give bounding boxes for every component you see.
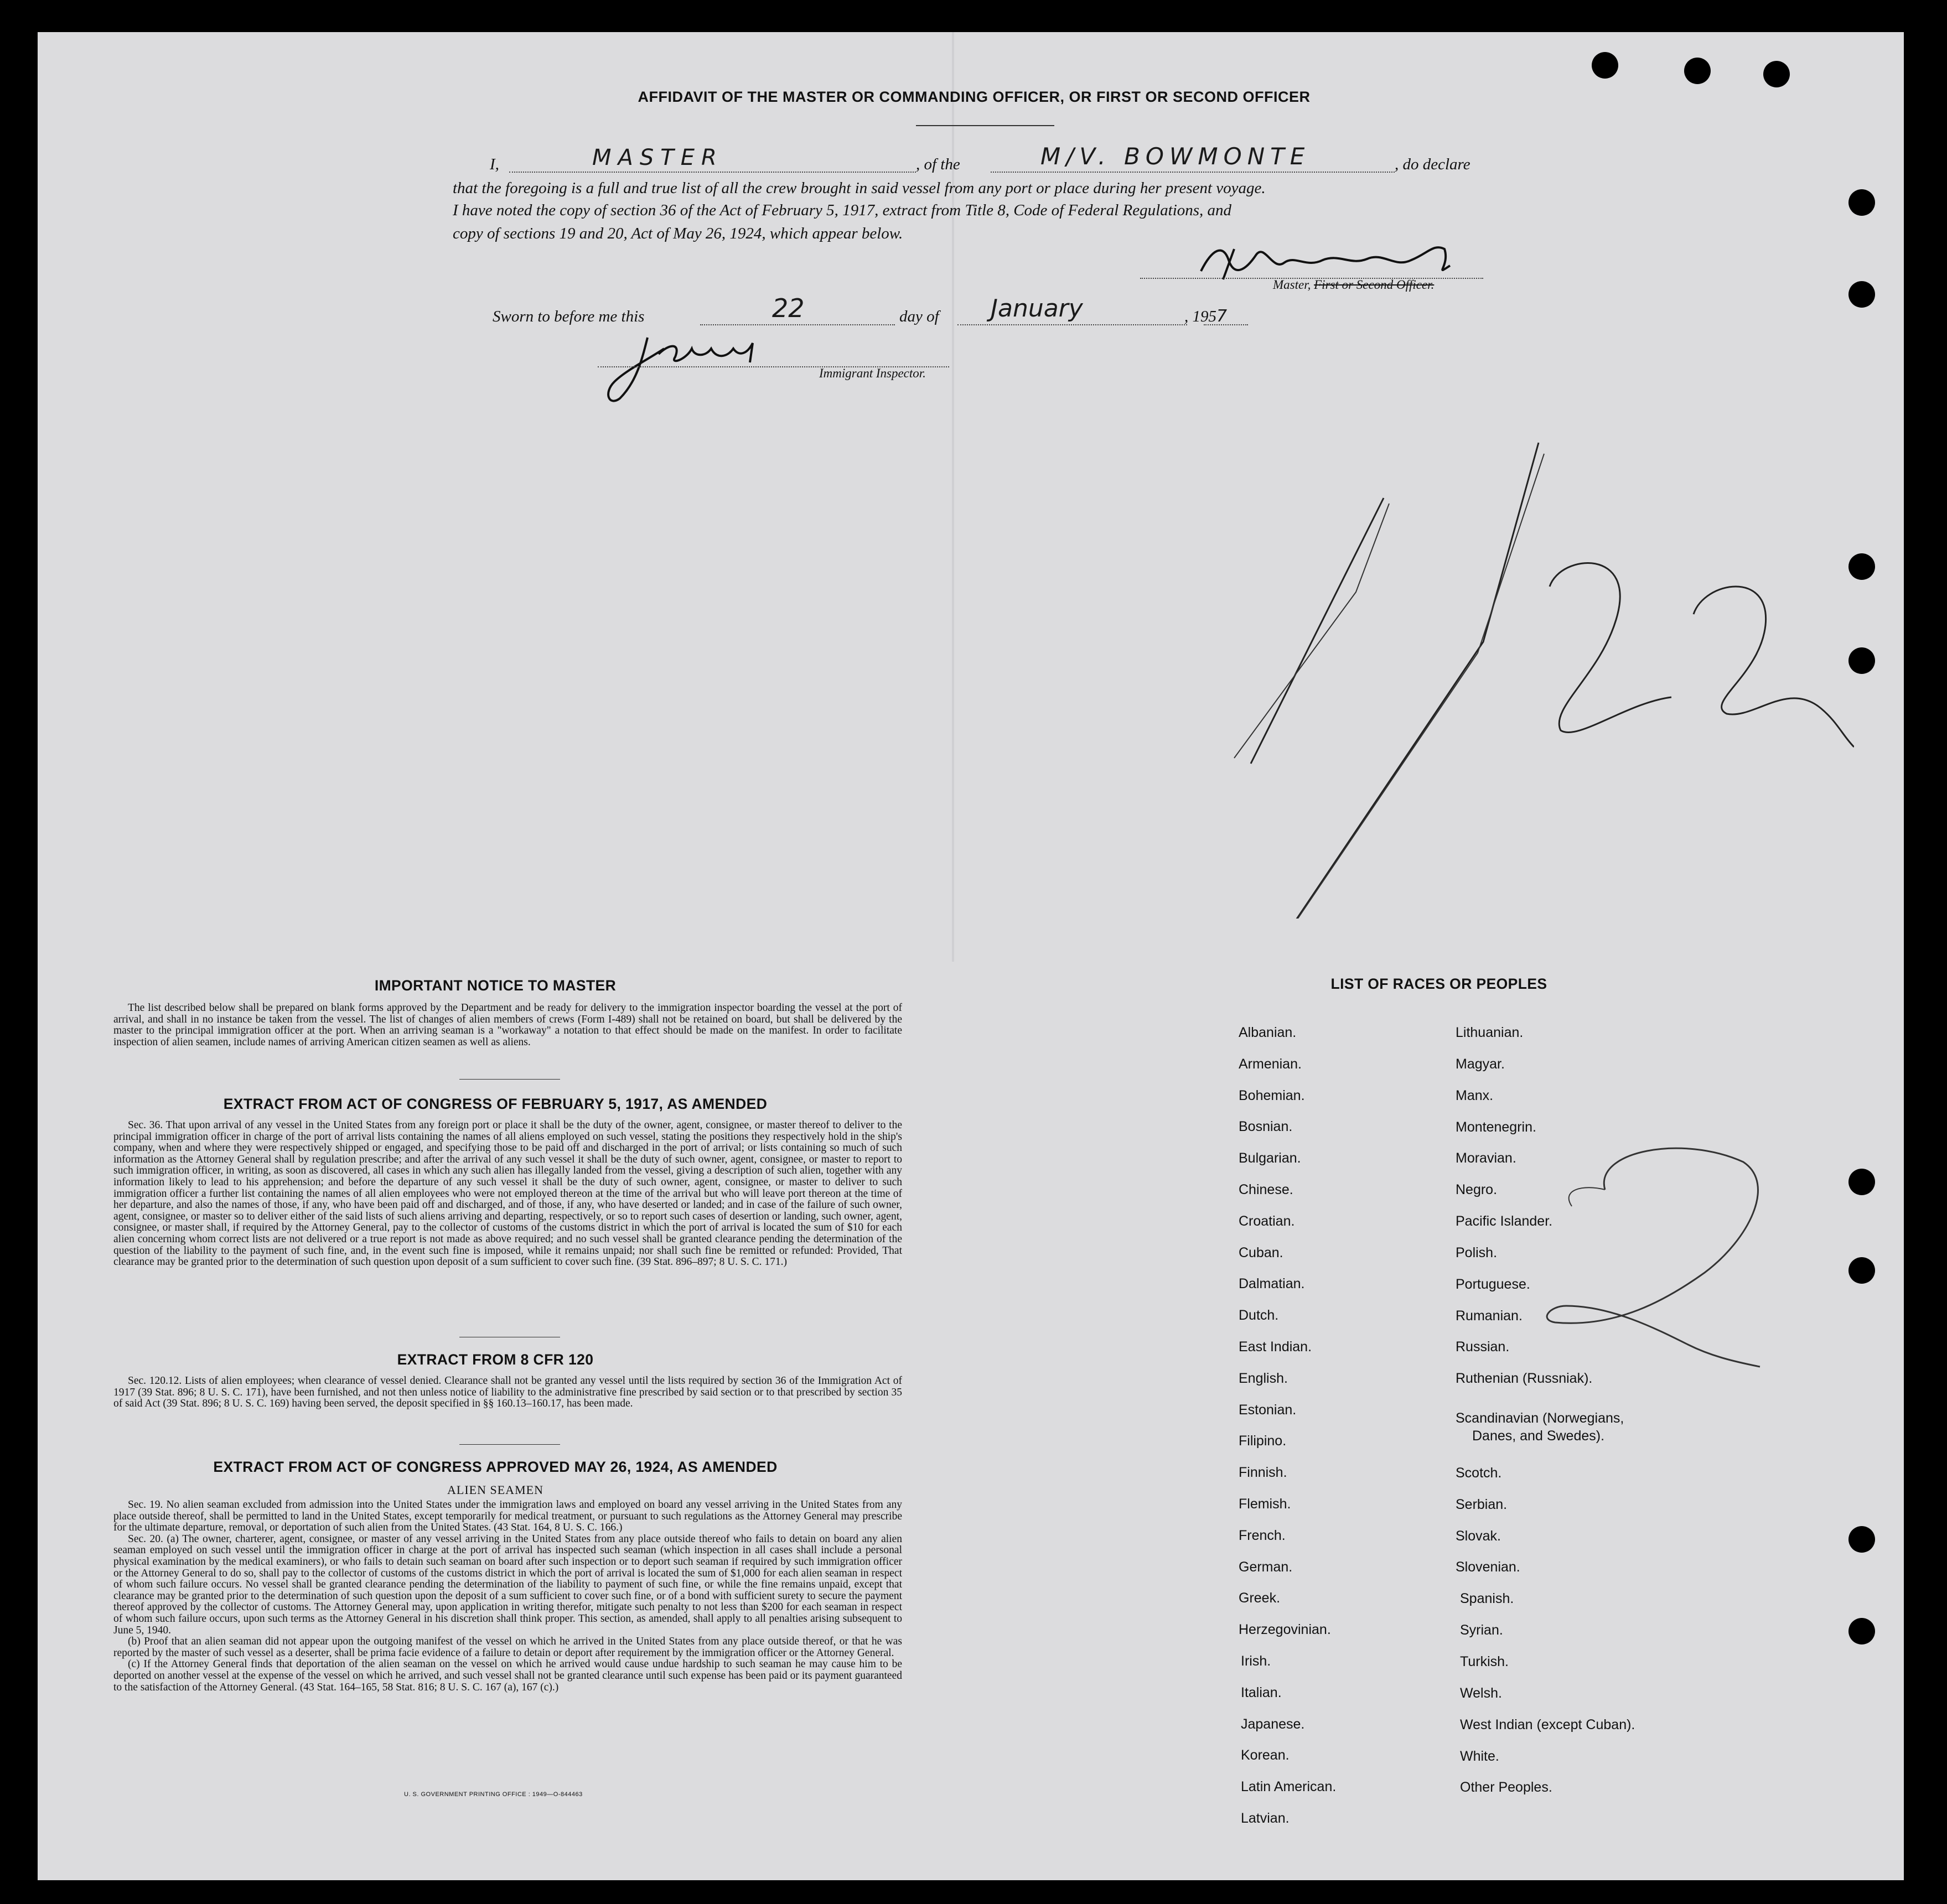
month-field-line [957,323,1187,325]
sec20c-paragraph: (c) If the Attorney General finds that deportation of the alien seaman on the vessel on which he arrived would cause undue hardship to such seaman he may cause him to be deported on another vessel at the expense of the vessel on which he arrived, and such vessel shall not be granted clearance until such expense has been paid or its payment guaranteed to the satisfaction of the Attorney General. (43 Stat. 164–165, 58 Stat. 816; 8 U. S. C. 167 (a), 167 (c).) [113,1658,902,1693]
race-item: East Indian. [1239,1339,1312,1355]
vessel-field-value: M/V. BOWMONTE [1040,143,1311,170]
race-item: French. [1239,1527,1286,1543]
race-item: Rumanian. [1456,1308,1523,1324]
race-item: Manx. [1456,1088,1494,1103]
binder-hole [1848,1257,1875,1284]
race-item: Japanese. [1241,1716,1305,1732]
year-value: 7 [1216,307,1228,326]
declare-label: , do declare [1395,155,1470,173]
race-item: Chinese. [1239,1182,1293,1197]
race-item: West Indian (except Cuban). [1460,1717,1635,1732]
extract1917-body [113,1120,902,1268]
race-item: Flemish. [1239,1496,1291,1512]
race-item: Scotch. [1456,1465,1502,1481]
race-item: Dutch. [1239,1308,1279,1324]
extract1917-title: EXTRACT FROM ACT OF CONGRESS OF FEBRUARY 5, 1917, AS AMENDED [223,1096,768,1112]
signature-caption [1273,277,1434,293]
race-item: Bohemian. [1239,1087,1305,1103]
race-item: Serbian. [1456,1497,1508,1512]
caption-struck-officer: First or Second Officer. [1314,278,1435,292]
race-item: Magyar. [1456,1056,1505,1072]
race-item: Croatian. [1239,1213,1295,1229]
binder-hole [1763,61,1790,87]
race-item: Danes, and Swedes). [1472,1428,1605,1444]
race-item: Cuban. [1239,1244,1283,1260]
race-item: Negro. [1456,1182,1498,1197]
binder-hole [1848,189,1875,216]
race-item: Slovenian. [1456,1559,1520,1575]
extract1924-body [113,1500,902,1693]
month-field-value: January [991,294,1083,323]
race-item: Syrian. [1460,1622,1503,1638]
race-item: Turkish. [1460,1654,1509,1669]
master-field-line [509,170,916,173]
race-item: Dalmatian. [1239,1276,1305,1292]
notice-title: IMPORTANT NOTICE TO MASTER [374,977,617,994]
race-item: Finnish. [1239,1465,1287,1481]
races-title: LIST OF RACES OR PEOPLES [1330,976,1547,992]
master-field-value: MASTER [592,145,723,170]
extract1917-paragraph: Sec. 36. That upon arrival of any vessel in the United States from any foreign port or place it shall be the duty of the owner, agent, consignee, or master thereof to deliver to the principal immigration officer in charge of the port of arrival lists containing the names of all aliens employed on such vessel, stating the positions they respectively hold in the ship's company, when and where they were respectively shipped or engaged, and specifying those to be paid off and discharged in the port of arrival; or lists containing so much of such information as the Attorney General shall by regulation prescribe; and after the arrival of any such vessel it shall be the duty of such owner, agent, consignee, or master to report to such immigration officer, in writing, as soon as discovered, all cases in which any such alien has illegally landed from the vessel, giving a description of such alien, together with any information likely to lead to his apprehension; and before the departure of any such vessel it shall be the duty of such owner, agent, consignee, or master to deliver to such immigration officer a further list containing the names of all alien employees who were not employed thereon at the time of the arrival but who will leave port thereon at the time of her departure, and also the names of those, if any, who have been paid off and discharged, and of those, if any, who have deserted or landed; and in case of the failure of such owner, agent, consignee, or master so to deliver either of the said lists of such aliens arriving and departing, respectively, or so to report such cases of desertion or landing, such owner, agent, consignee, or master shall, if required by the Attorney General, pay to the collector of customs of the customs district in which the port of arrival is located the sum of $10 for each alien concerning whom correct lists are not delivered or a true report is not made as above required; and no such vessel shall be granted clearance pending the determination of the question of the liability to the payment of such fine, and, in the event such fine is imposed, while it remains unpaid; nor shall such fine be remitted or refunded: Provided, That clearance may be granted prior to the determination of such question upon deposit of a sum sufficient to cover such fine. (39 Stat. 896–897; 8 U. S. C. 171.) [113,1119,902,1268]
race-item: Korean. [1241,1747,1290,1763]
affidavit-title: AFFIDAVIT OF THE MASTER OR COMMANDING OFFICER, OR FIRST OR SECOND OFFICER [638,89,1311,105]
sec20b-paragraph: (b) Proof that an alien seaman did not appear upon the outgoing manifest of the vessel on which he arrived in the United States from any place outside thereof, or that he was reported by the master of such vessel as a deserter, shall be prima facie evidence of a failure to detain or deport after requirement by the immigration officer or the Attorney General. [113,1636,902,1659]
handwritten-date-mark [1218,421,1854,919]
race-item: Spanish. [1460,1591,1514,1606]
binder-hole [1848,1526,1875,1553]
race-item: Russian. [1456,1339,1510,1355]
title-rule [916,125,1054,126]
race-item: Slovak. [1456,1528,1501,1544]
binder-hole [1684,58,1711,84]
day-of-label: day of [899,308,939,325]
of-the-label: , of the [916,155,960,173]
handwritten-list-mark [1527,1140,1782,1372]
race-item: Armenian. [1239,1056,1302,1072]
inspector-caption: Immigrant Inspector. [819,366,926,380]
extractcfr-paragraph: Sec. 120.12. Lists of alien employees; when clearance of vessel denied. Clearance shall not be granted any vessel until the lists required by section 36 of the Immigration Act of 1917 (39 Stat. 896; 8 U. S. C. 171), have been furnished, and not then unless notice of liability to the administrative fine prescribed by said section or to that prescribed by section 35 of said Act (39 Stat. 896; 8 U. S. C. 169) having been served, the deposit specified in §§ 160.13–160.17, has been made. [113,1375,902,1410]
binder-hole [1592,52,1618,79]
race-item: Latin American. [1241,1779,1337,1795]
race-item: Italian. [1241,1684,1282,1700]
race-item: Welsh. [1460,1685,1502,1701]
race-item: Latvian. [1241,1810,1290,1826]
affidavit-line-4: copy of sections 19 and 20, Act of May 26, 1924, which appear below. [453,225,903,242]
affidavit-line-2: that the foregoing is a full and true list of all the crew brought in said vessel from any port or place during her present voyage. [453,179,1266,197]
vessel-field-line [991,170,1395,173]
race-item: Ruthenian (Russniak). [1456,1371,1593,1386]
race-item: White. [1460,1749,1499,1764]
sec20a-paragraph: Sec. 20. (a) The owner, charterer, agent, consignee, or master of any vessel arriving in the United States from any place outside thereof who fails to detain on board any alien seaman employed on such vessel until the immigration officer in charge at the port of arrival has inspected such seaman (which inspection in all cases shall include a personal physical examination by the medical examiners), or who fails to detain such seaman on board after such inspection or to deport such seaman if required by such immigration officer or the Attorney General to do so, shall pay to the collector of customs of the customs district in which the port of arrival is located the sum of $1,000 for each alien seaman in respect of whom such failure occurs. No vessel shall be granted clearance pending the determination of the liability to payment of such fine, or while the fine remains unpaid, except that clearance may be granted prior to the determination of such question upon the deposit of a sum sufficient to cover such fine, or of a bond with sufficient surety to secure the payment thereof approved by the collector of customs. The Attorney General may, upon application in writing therefor, mitigate such penalty to not less than $200 for each seaman in respect of whom such failure occurs, upon such terms as the Attorney General in his discretion shall think proper. This section, as amended, shall apply to all penalties arising subsequent to June 5, 1940. [113,1533,902,1636]
race-item: Herzegovinian. [1239,1622,1331,1638]
race-item: Estonian. [1239,1402,1297,1418]
notice-paragraph: The list described below shall be prepared on blank forms approved by the Department and be ready for delivery to the immigration inspector boarding the vessel at the port of arrival, and shall in no instance be taken from the vessel. The list of changes of alien members of crews (Form I-489) shall not be retained on board, but shall be delivered by the master to the principal immigration officer at the port. When an arriving seaman is a "workaway" a notation to that effect should be made on the manifest. In order to facilitate inspection of alien seamen, include names of arriving American citizen seamen as well as aliens. [113,1002,902,1048]
race-item: Irish. [1241,1653,1271,1669]
race-item: Moravian. [1456,1150,1516,1166]
notice-body [113,1003,902,1048]
extractcfr-body [113,1376,902,1410]
sworn-label: Sworn to before me this [493,308,645,325]
race-item: Other Peoples. [1460,1780,1552,1795]
race-item: Greek. [1239,1590,1281,1606]
race-item: Pacific Islander. [1456,1213,1553,1229]
inspector-signature [598,326,775,409]
race-item: Portuguese. [1456,1277,1530,1292]
day-field-value: 22 [772,293,805,323]
extractcfr-title: EXTRACT FROM 8 CFR 120 [397,1351,594,1368]
race-item: Montenegrin. [1456,1119,1536,1135]
race-item: English. [1239,1370,1288,1386]
binder-hole [1848,1618,1875,1644]
binder-hole [1848,281,1875,308]
year-prefix: , 195 [1184,308,1216,325]
race-item: Albanian. [1239,1025,1297,1040]
caption-master: Master, [1273,278,1311,292]
day-field-line [700,323,895,325]
sec19-paragraph: Sec. 19. No alien seaman excluded from admission into the United States under the immigration laws and employed on board any vessel arriving in the United States from any place outside thereof, shall be permitted to land in the United States, except temporarily for medical treatment, or pursuant to such regulations as the Attorney General may prescribe for the ultimate departure, removal, or deportation of such alien from the United States. (43 Stat. 164, 8 U. S. C. 166.) [113,1499,902,1534]
extract1924-subtitle: ALIEN SEAMEN [447,1483,543,1497]
binder-hole [1848,1169,1875,1195]
race-item: Bosnian. [1239,1119,1293,1135]
race-item: German. [1239,1559,1293,1575]
year-field-line [1204,323,1248,325]
race-item: Scandinavian (Norwegians, [1456,1410,1624,1426]
race-item: Polish. [1456,1245,1498,1260]
race-item: Bulgarian. [1239,1150,1301,1166]
race-item: Lithuanian. [1456,1025,1524,1040]
section-rule [459,1444,560,1445]
printing-office-footer: U. S. GOVERNMENT PRINTING OFFICE : 1949—O-844463 [404,1791,583,1798]
race-item: Filipino. [1239,1433,1287,1449]
affidavit-line-3: I have noted the copy of section 36 of the Act of February 5, 1917, extract from Title 8, Code of Federal Regulations, and [453,201,1232,219]
i-label: I, [490,155,499,173]
section-rule [459,1079,560,1080]
extract1924-title: EXTRACT FROM ACT OF CONGRESS APPROVED MAY 26, 1924, AS AMENDED [213,1459,778,1475]
